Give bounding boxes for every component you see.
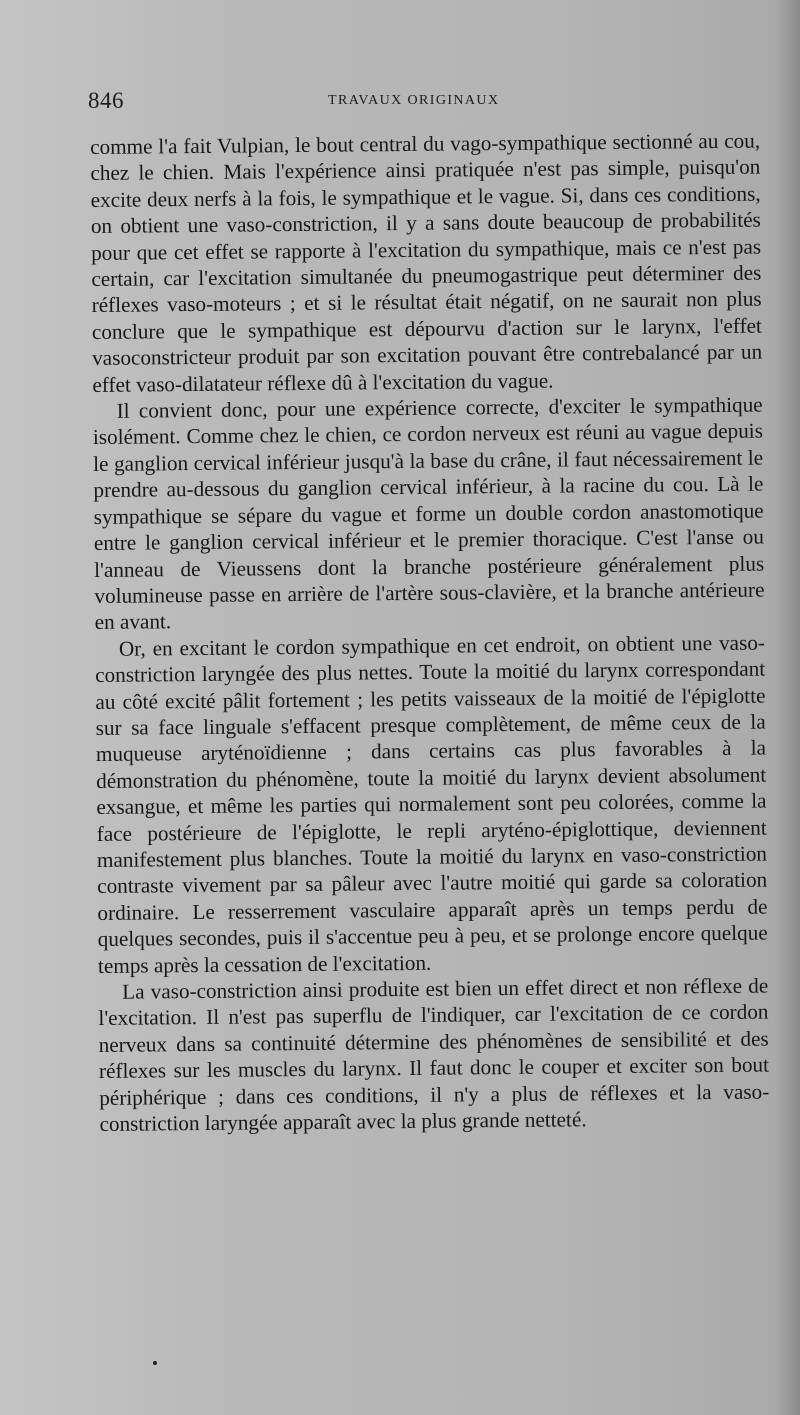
page-header	[88, 88, 756, 118]
paragraph-4: La vaso-constriction ainsi produite est bien un effet direct et non réflexe de l'excitation. Il n'est pas superflu de l'indiquer, car l'excitation de ce cordon nerveux dans sa continuité détermine des phénomènes de sensibilité et des réflexes sur les muscles du larynx. Il faut donc le couper et exciter son bout périphérique ; dans ces conditions, il n'y a plus de réflexes et la vaso-constriction laryngée apparaît avec la plus grande netteté.	[98, 973, 770, 1136]
ink-speck	[153, 1361, 157, 1365]
paragraph-3: Or, en excitant le cordon sympathique en cet endroit, on obtient une vaso-constriction laryngée des plus nettes. Toute la moitié du larynx correspondant au côté excité pâlit fortement ; les petits vaisseaux de la moitié de l'épiglotte sur sa face linguale s'effacent presque complètement, de même ceux de la muqueuse aryténoïdienne ; dans certains cas plus favorables à la démonstration du phénomène, toute la moitié du larynx devient absolument exsangue, et même les parties qui normalement sont peu colorées, comme la face postérieure de l'épiglotte, le repli aryténo-épiglottique, deviennent manifestement plus blanches. Toute la moitié du larynx en vaso-constriction contraste vivement par sa pâleur avec l'autre moitié qui garde sa coloration ordinaire. Le resserrement vasculaire apparaît après un temps perdu de quelques secondes, puis il s'accentue peu à peu, et se prolonge encore quelque temps après la cessation de l'excitation.	[95, 630, 768, 978]
page-edge-shadow	[774, 0, 800, 1415]
paragraph-1: comme l'a fait Vulpian, le bout central du vago-sympathique sectionné au cou, chez le chien. Mais l'expérience ainsi pratiquée n'est pas simple, puisqu'on excite deux nerfs à la fois, le sympathique et le vague. Si, dans ces conditions, on obtient une vaso-constriction, il y a sans doute beaucoup de probabilités pour que cet effet se rapporte à l'excitation du sympathique, mais ce n'est pas certain, car l'excitation simultanée du pneumogastrique peut déterminer des réflexes vaso-moteurs ; et si le résultat était négatif, on ne saurait non plus conclure que le sympathique est dépourvu d'action sur le larynx, l'effet vasoconstricteur produit par son excitation pouvant être contrebalancé par un effet vaso-dilatateur réflexe dû à l'excitation du vague.	[90, 128, 763, 397]
page-number: 846	[88, 88, 124, 113]
running-head: TRAVAUX ORIGINAUX	[328, 93, 500, 108]
paragraph-2: Il convient donc, pour une expérience correcte, d'exciter le sympathique isolément. Comme chez le chien, ce cordon nerveux est réuni au vague depuis le ganglion cervical inférieur jusqu'à la base du crâne, il faut nécessairement le prendre au-dessous du ganglion cervical inférieur, à la racine du cou. Là le sympathique se sépare du vague et forme un double cordon anastomotique entre le ganglion cervical inférieur et le premier thoracique. C'est l'anse ou l'anneau de Vieussens dont la branche postérieure généralement plus volumineuse passe en arrière de l'artère sous-clavière, et la branche antérieure en avant.	[92, 392, 765, 635]
body-text	[90, 128, 770, 1138]
